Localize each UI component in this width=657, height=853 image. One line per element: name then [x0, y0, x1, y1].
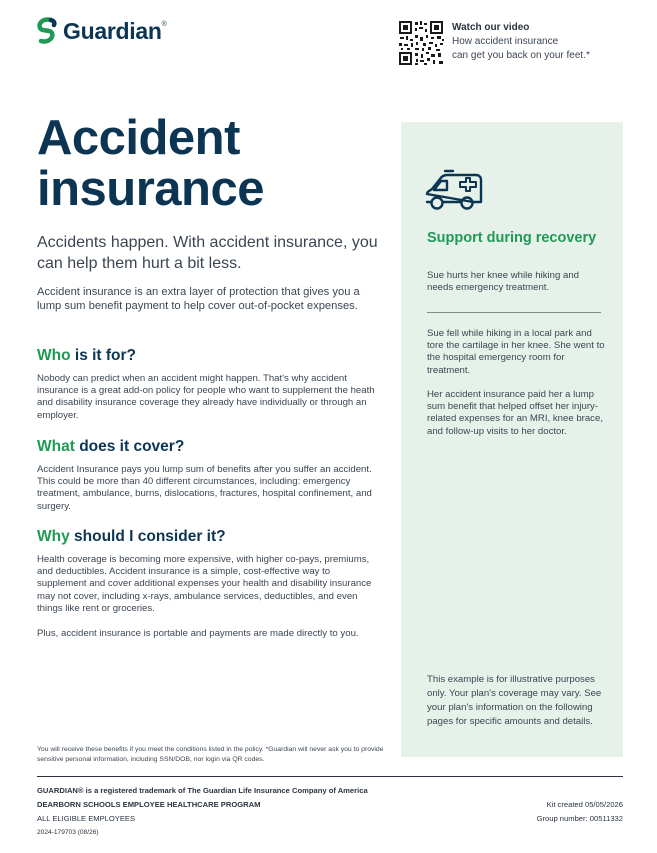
- title-line-2: insurance: [37, 162, 264, 216]
- title-line-1: Accident: [37, 111, 240, 165]
- guardian-logo[interactable]: Guardian ®: [37, 17, 166, 45]
- page-title: [37, 113, 264, 215]
- kit-created-date: Kit created 05/05/2026: [546, 800, 623, 809]
- panel-disclaimer: This example is for illustrative purposes only. Your plan's coverage may vary. See your plan's information on the following pages for specific amounts and details.: [427, 674, 602, 727]
- section-heading-who: [37, 347, 136, 365]
- section-body-why: Health coverage is becoming more expensive, with higher co-pays, premiums, and deductibles. Accident insurance is a simple, cost-effective way to supplement and cover additional expenses your health and disability insurance may not cover, including x-rays, ambulance services, deductibles, and even things like rent or groceries.: [37, 554, 372, 614]
- video-line-1: How accident insurance: [452, 36, 559, 47]
- section-heading-accent: Who: [37, 347, 71, 364]
- panel-heading: Support during recovery: [427, 230, 597, 246]
- subtitle: Accidents happen. With accident insurance, you can help them hurt a bit less.: [37, 234, 378, 272]
- section-body-why-2: Plus, accident insurance is portable and payments are made directly to you.: [37, 628, 359, 639]
- section-body-what: Accident Insurance pays you lump sum of benefits after you suffer an accident. This could be more than 40 different circumstances, including: emergency treatment, ambulance, burns, dislocations, fractures, hospital confinement, and surgery.: [37, 464, 372, 512]
- video-callout[interactable]: [452, 21, 590, 63]
- panel-story-1: Sue fell while hiking in a local park and tore the cartilage in her knee. She went to the hospital emergency room for treatment.: [427, 328, 605, 376]
- example-panel: [401, 122, 623, 757]
- section-heading-accent: Why: [37, 528, 70, 545]
- brand-name: Guardian: [63, 17, 162, 44]
- panel-divider: [427, 312, 601, 313]
- section-heading-rest: should I consider it?: [69, 528, 226, 545]
- form-number: 2024-179703 (08/26): [37, 829, 99, 836]
- program-name: DEARBORN SCHOOLS EMPLOYEE HEALTHCARE PROGRAM: [37, 800, 261, 809]
- section-body-who: Nobody can predict when an accident might happen. That's why accident insurance is a great add-on policy for people who want to supplement the heath and disability insurance coverage they already have individually or through an employer.: [37, 373, 375, 421]
- footer-divider: [37, 776, 623, 777]
- eligibility: ALL ELIGIBLE EMPLOYEES: [37, 814, 136, 823]
- section-heading-rest: is it for?: [70, 347, 137, 364]
- section-heading-accent: What: [37, 438, 75, 455]
- section-heading-what: [37, 438, 184, 456]
- panel-lead: Sue hurts her knee while hiking and needs emergency treatment.: [427, 270, 579, 294]
- ambulance-icon: [423, 167, 485, 211]
- intro-paragraph: Accident insurance is an extra layer of protection that gives you a lump sum benefit payment to help cover out-of-pocket expenses.: [37, 286, 360, 312]
- guardian-logo-icon: [37, 17, 57, 45]
- section-heading-rest: does it cover?: [74, 438, 185, 455]
- video-line-2: can get you back on your feet.*: [452, 50, 590, 61]
- group-number: Group number: 00511332: [536, 814, 623, 823]
- section-heading-why: [37, 528, 226, 546]
- panel-story-2: Her accident insurance paid her a lump sum benefit that helped offset her injury-related expenses for an MRI, knee brace, and follow-up visits to her doctor.: [427, 389, 603, 437]
- footnote: You will receive these benefits if you meet the conditions listed in the policy. *Guardian will never ask you to provide sensitive personal information, including SSN/DOB, nor login via QR codes.: [37, 746, 384, 763]
- qr-code-icon[interactable]: [398, 20, 444, 66]
- video-title: Watch our video: [452, 22, 530, 33]
- trademark-notice: GUARDIAN® is a registered trademark of The Guardian Life Insurance Company of America: [37, 786, 368, 795]
